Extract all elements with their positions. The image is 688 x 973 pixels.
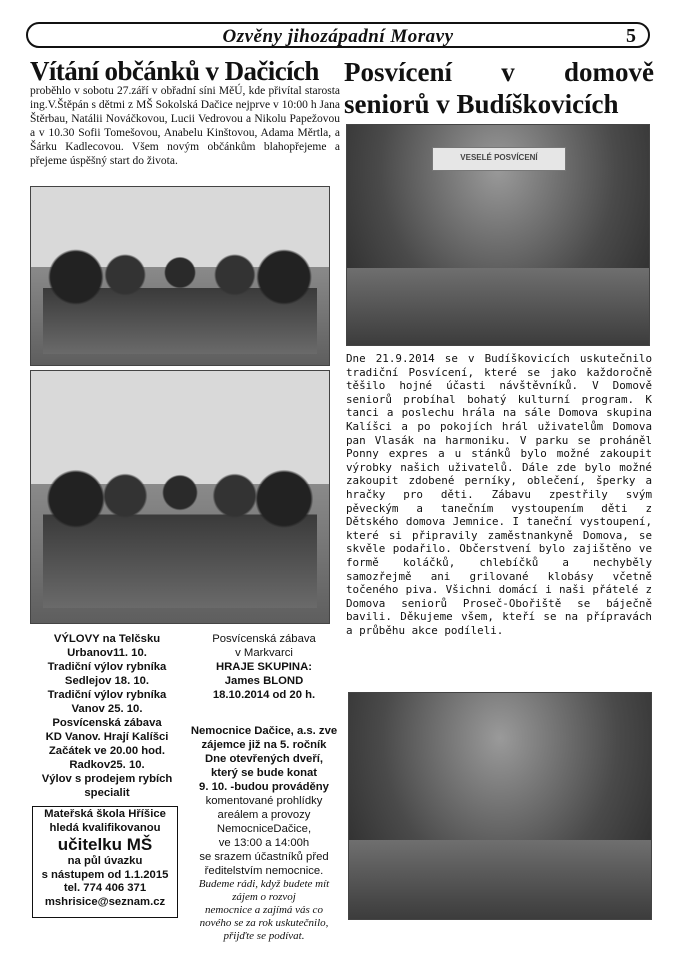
ad-line: VÝLOVY na Telčsku	[53, 633, 161, 645]
middle-ads	[186, 632, 342, 943]
ad-line: Urbanov11. 10.	[67, 647, 147, 659]
zabava-line: HRAJE SKUPINA:	[215, 661, 313, 673]
ad-line: KD Vanov. Hrají Kalíšci	[45, 731, 169, 743]
newspaper-title: Ozvěny jihozápadní Moravy	[222, 26, 454, 47]
hospital-line: NemocniceDačice,	[216, 823, 312, 835]
ad-line: Vanov 25. 10.	[71, 703, 143, 715]
title-line-2: seniorů v Budíškovicích	[344, 89, 619, 119]
zabava-line: Posvícenská zábava	[212, 633, 316, 645]
ad-line: Radkov25. 10.	[69, 759, 145, 771]
page-header	[26, 22, 650, 48]
hospital-line: který se bude konat	[210, 767, 318, 779]
hospital-note: nemocnice a zajímá vás co	[205, 904, 323, 916]
hospital-line: se srazem účastníků před	[199, 851, 329, 863]
zabava-line: James BLOND	[224, 675, 304, 687]
right-article-text: Dne 21.9.2014 se v Budíškovicích uskutečnilo tradiční Posvícení, které se jako každoročně těšilo hojné účasti návštěvníků. V Domově seniorů probíhal bohatý kulturní program. K tanci a poslechu hrála na sále Domova skupina Kalíšci a po pokojích hrál uživatelům Domova pan Vlasák na harmoniku. V parku se proháněl Ponny expres a u stánků bylo možné zakoupit výrobky našich uživatelů. Dále zde bylo možné zakoupit zdobené perníky, oblečení, šperky a hračky pro děti. Zábavu zpestřily svým pěveckým a tanečním vystoupením děti z Dětského domova Jemnice. I taneční vystoupení, které si připravily zaměstnankyně Domova, se skvěle podařilo. Občerstvení bylo zajištěno ve formě koláčků, chlebíčků a nechyběly samozřejmě ani grilované klobásy včetně točeného piva. Všichni domácí i naši přátelé z Domova seniorů Proseč-Obořiště se báječně bavili. Děkujeme všem, kteří se na přípravách a průběhu akce podíleli.	[346, 352, 652, 637]
ms-phone: tel. 774 406 371	[63, 882, 147, 894]
hospital-line: zájemce již na 5. ročník	[201, 739, 327, 751]
ms-line-2: hledá kvalifikovanou	[49, 821, 161, 834]
hospital-line: Nemocnice Dačice, a.s. zve	[190, 725, 338, 737]
hospital-line: areálem a provozy	[217, 809, 311, 821]
ad-line: Tradiční výlov rybníka	[47, 689, 167, 701]
kindergarten-job-ad	[32, 806, 178, 918]
ad-line: Začátek ve 20.00 hod.	[48, 745, 166, 757]
ms-email: mshrisice@seznam.cz	[44, 895, 166, 908]
ms-line-3: na půl úvazku	[67, 855, 143, 867]
hospital-note: přijďte se podívat.	[223, 930, 305, 942]
ms-line-1: Mateřská škola Hříšice	[44, 808, 166, 820]
photo-welcoming-group-1	[30, 186, 330, 366]
ad-line: Sedlejov 18. 10.	[64, 675, 150, 687]
left-article-title: Vítání občánků v Dačicích	[30, 56, 319, 86]
hospital-note: Budeme rádi, když budete mít zájem o rozvoj	[198, 878, 330, 903]
title-word-2: v	[501, 57, 515, 87]
zabava-line: 18.10.2014 od 20 h.	[212, 689, 316, 701]
hospital-line: komentované prohlídky	[205, 795, 323, 807]
hospital-line: ředitelstvím nemocnice.	[204, 865, 324, 877]
fish-harvest-ads	[32, 632, 182, 800]
ms-position: učitelku MŠ	[57, 835, 153, 854]
ad-line: Tradiční výlov rybníka	[47, 661, 167, 673]
hospital-note: nového se za rok uskutečnilo,	[199, 917, 329, 929]
title-word-1: Posvícení	[344, 57, 452, 87]
ad-line: specialit	[84, 787, 130, 799]
banner	[432, 147, 567, 171]
hospital-line: ve 13:00 a 14:00h	[218, 837, 310, 849]
hospital-line: Dne otevřených dveří,	[204, 753, 324, 765]
zabava-line: v Markvarci	[235, 647, 293, 659]
banner-text: VESELÉ POSVÍCENÍ	[460, 153, 538, 162]
left-article-text: proběhlo v sobotu 27.září v obřadní síni MěÚ, kde přivítal starosta ing.V.Štěpán s dětmi z MŠ Sokolská Dačice nejprve v 10:00 h Jana Štěrbau, Natálii Nováčkovou, Lucii Vedrovou a Nikolu Papežovou a v 10.30 Sofii Tomešovou, Anabelu Kinštovou, Adama Měrtla, a Šárku Kadlecovou. Všem novým občánkům blahopřejeme a přejeme úspěšný start do života.	[30, 85, 340, 167]
hospital-line: 9. 10. -budou prováděny	[199, 781, 329, 793]
ad-line: Posvícenská zábava	[52, 717, 162, 729]
title-word-3: domově	[564, 57, 654, 87]
photo-welcoming-group-2	[30, 370, 330, 624]
photo-dancing-hall	[348, 692, 652, 920]
ad-line: Výlov s prodejem rybích	[41, 773, 173, 785]
photo-hall-festival	[346, 124, 650, 346]
right-article-title	[344, 56, 654, 120]
page-number: 5	[626, 25, 636, 47]
ms-line-4: s nástupem od 1.1.2015	[41, 868, 169, 881]
